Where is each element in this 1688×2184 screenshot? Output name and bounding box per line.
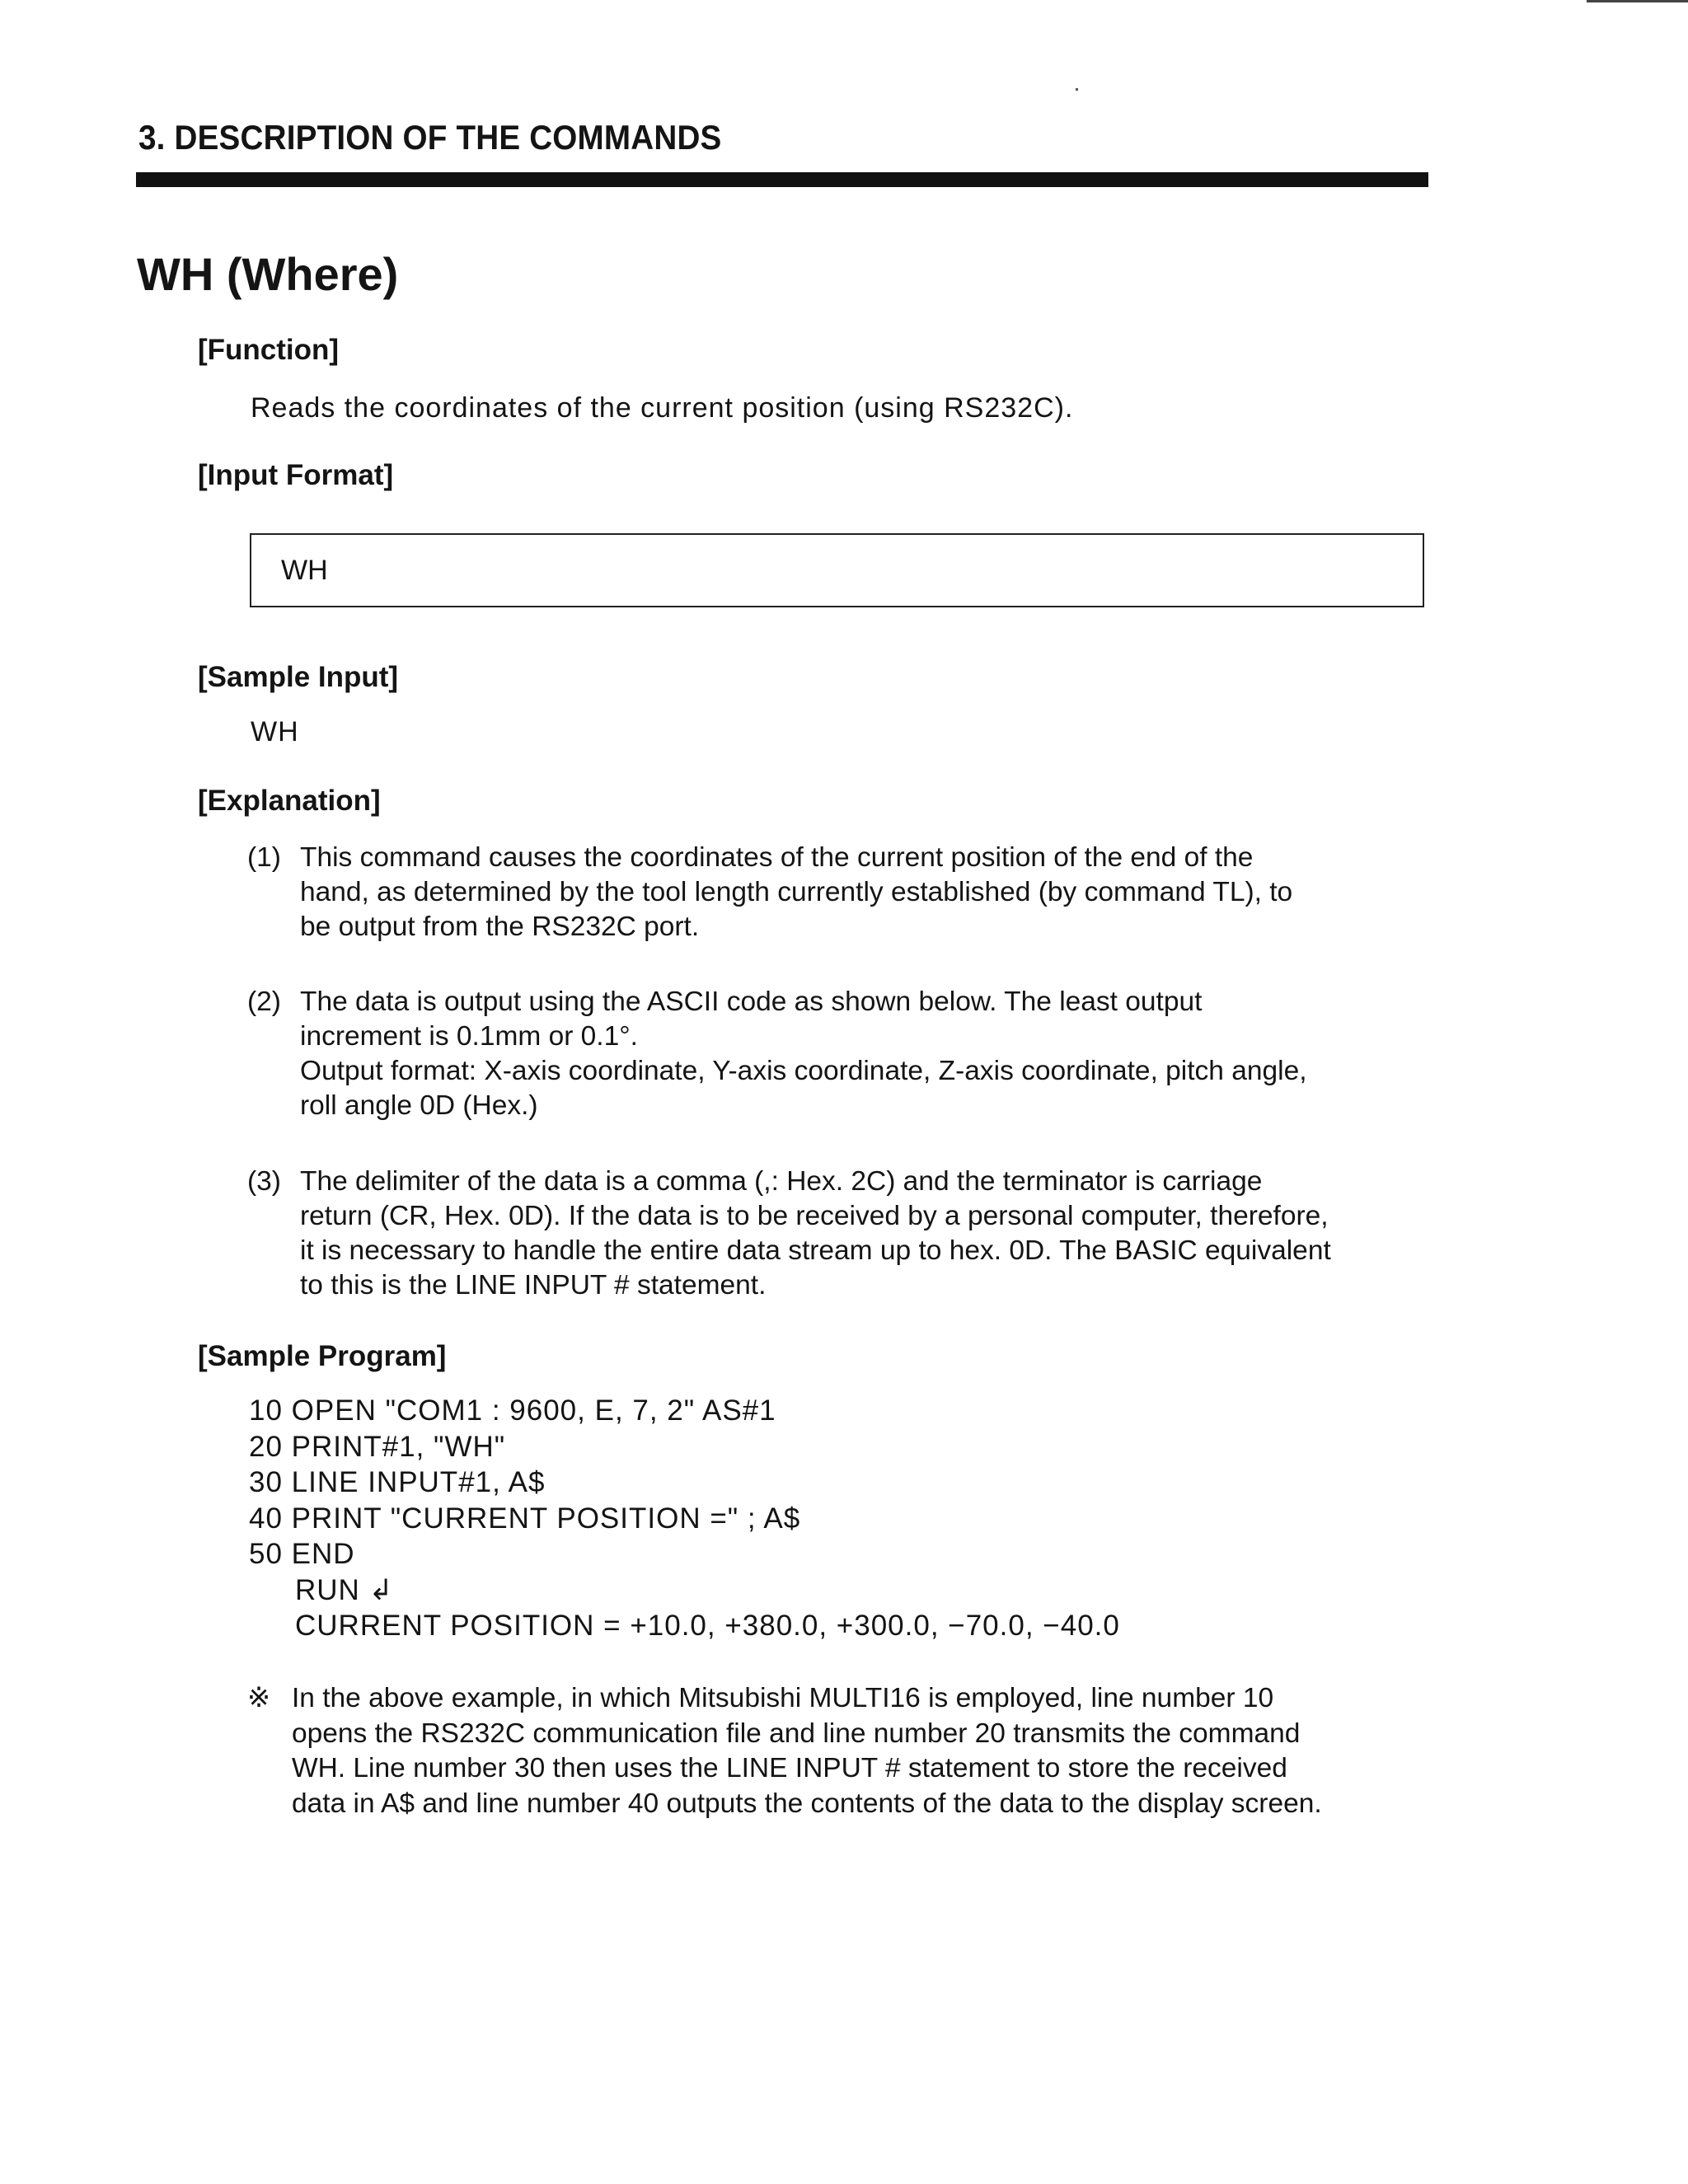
explanation-line: This command causes the coordinates of the current position of the end of the [300, 842, 1254, 873]
sample-program-code [249, 1393, 1120, 1644]
sample-program-label: [Sample Program] [198, 1340, 447, 1372]
function-label: [Function] [198, 334, 340, 366]
code-line: 20 PRINT#1, "WH" [249, 1430, 506, 1463]
input-format-box [250, 533, 1424, 607]
note-line: data in A$ and line number 40 outputs the contents of the data to the display screen. [292, 1788, 1322, 1819]
explanation-line: return (CR, Hex. 0D). If the data is to be received by a personal computer, therefore, [300, 1201, 1329, 1231]
section-divider-bar [136, 172, 1428, 187]
explanation-item-text [300, 1165, 1424, 1303]
input-format-label: [Input Format] [198, 459, 394, 491]
explanation-line: hand, as determined by the tool length currently established (by command TL), to [300, 877, 1293, 907]
sample-input-value: WH [251, 716, 299, 748]
explanation-item-text [300, 841, 1424, 944]
code-line: 30 LINE INPUT#1, A$ [249, 1466, 546, 1498]
section-header: 3. DESCRIPTION OF THE COMMANDS [138, 118, 722, 157]
explanation-item-number: (1) [247, 842, 281, 873]
explanation-line: be output from the RS232C port. [300, 912, 700, 942]
note-line: opens the RS232C communication file and line number 20 transmits the command [292, 1718, 1301, 1749]
explanation-item-number: (2) [247, 987, 281, 1017]
note-line: WH. Line number 30 then uses the LINE INPUT # statement to store the received [292, 1753, 1287, 1783]
corner-rule [1587, 0, 1688, 2]
explanation-line: roll angle 0D (Hex.) [300, 1090, 538, 1121]
explanation-line: Output format: X-axis coordinate, Y-axis coordinate, Z-axis coordinate, pitch angle, [300, 1056, 1307, 1086]
output-line: CURRENT POSITION = +10.0, +380.0, +300.0, −70.0, −40.0 [295, 1610, 1120, 1642]
scan-speck [1076, 88, 1078, 91]
sample-input-label: [Sample Input] [198, 661, 399, 693]
explanation-label: [Explanation] [198, 785, 381, 817]
reference-mark-icon: ※ [247, 1683, 271, 1713]
input-format-value: WH [281, 555, 328, 586]
command-title: WH (Where) [137, 248, 399, 300]
code-line: 40 PRINT "CURRENT POSITION =" ; A$ [249, 1502, 801, 1535]
explanation-line: The delimiter of the data is a comma (,: Hex. 2C) and the terminator is carriage [300, 1166, 1263, 1197]
explanation-item-text [300, 985, 1424, 1123]
explanation-line: The data is output using the ASCII code as shown below. The least output [300, 987, 1203, 1017]
explanation-line: it is necessary to handle the entire data stream up to hex. 0D. The BASIC equivalent [300, 1235, 1331, 1266]
code-line: 50 END [249, 1538, 355, 1570]
explanation-line: to this is the LINE INPUT # statement. [300, 1270, 767, 1301]
run-line: RUN ↲ [295, 1573, 394, 1606]
function-text: Reads the coordinates of the current position (using RS232C). [251, 392, 1074, 424]
note-text [292, 1681, 1426, 1821]
explanation-line: increment is 0.1mm or 0.1°. [300, 1021, 638, 1052]
note-line: In the above example, in which Mitsubishi MULTI16 is employed, line number 10 [292, 1683, 1274, 1713]
explanation-item-number: (3) [247, 1166, 281, 1197]
code-line: 10 OPEN "COM1 : 9600, E, 7, 2" AS#1 [249, 1394, 776, 1427]
